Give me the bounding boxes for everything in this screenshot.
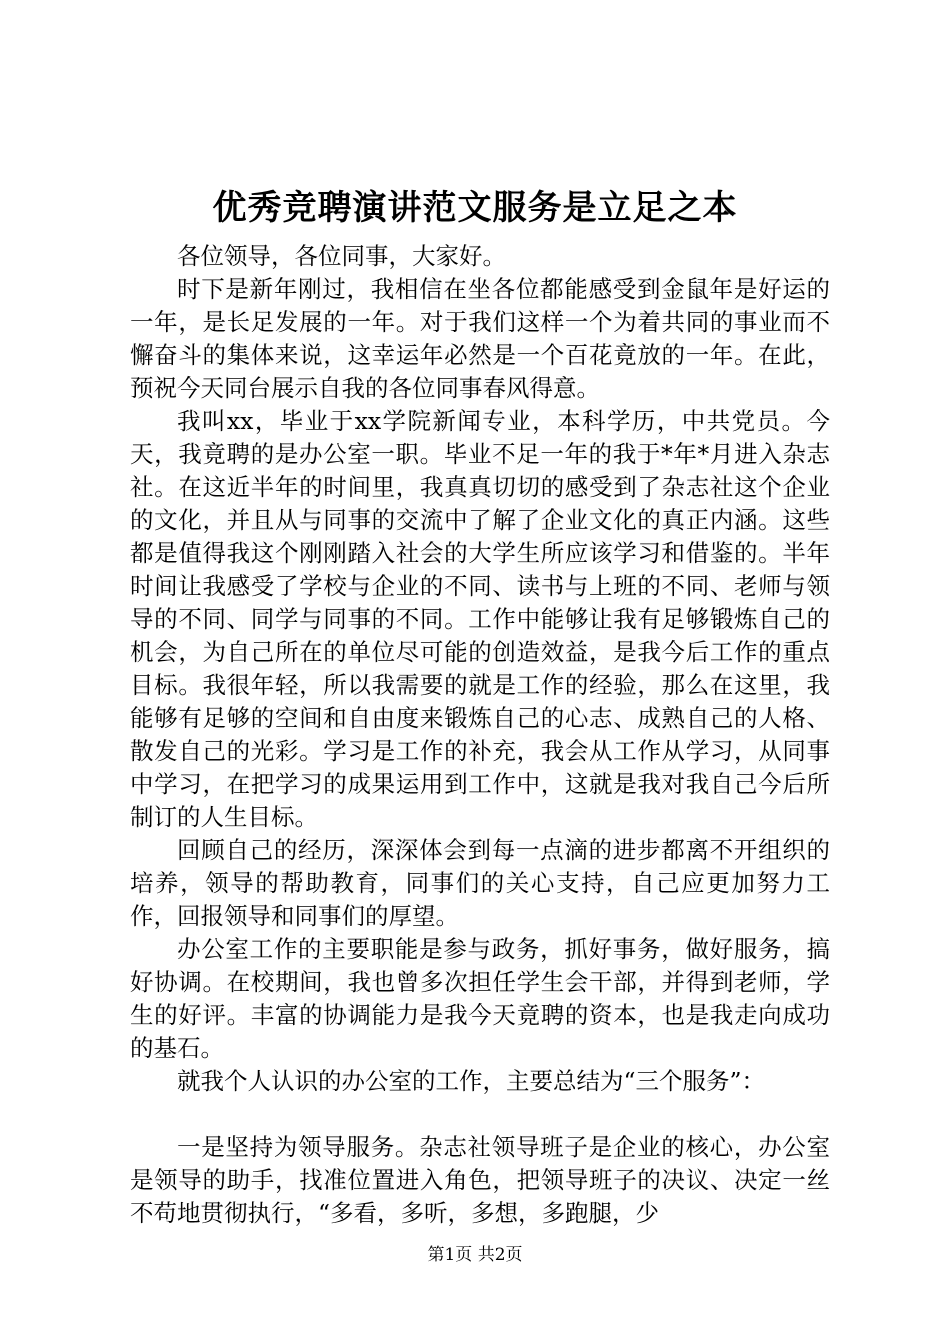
paragraph-office-duties: 办公室工作的主要职能是参与政务，抓好事务，做好服务，搞好协调。在校期间，我也曾多次担任学生会干部，并得到老师，学生的好评。丰富的协调能力是我今天竟聘的资本，也是我走向成功的基石。 [130, 935, 830, 1062]
document-body [130, 240, 830, 1230]
paragraph-three-services-intro: 就我个人认识的办公室的工作，主要总结为“三个服务”： [177, 1067, 766, 1095]
paragraph-review: 回顾自己的经历，深深体会到每一点滴的进步都离不开组织的培养，领导的帮助教育，同事们的关心支持，自己应更加努力工作，回报领导和同事们的厚望。 [130, 836, 830, 930]
paragraph-self-introduction: 我叫xx，毕业于xx学院新闻专业，本科学历，中共党员。今天，我竟聘的是办公室一职。毕业不足一年的我于*年*月进入杂志社。在这近半年的时间里，我真真切切的感受到了杂志社这个企业的文化，并且从与同事的交流中了解了企业文化的真正内涵。这些都是值得我这个刚刚踏入社会的大学生所应该学习和借鉴的。半年时间让我感受了学校与企业的不同、读书与上班的不同、老师与领导的不同、同学与同事的不同。工作中能够让我有足够锻炼自己的机会，为自己所在的单位尽可能的创造效益，是我今后工作的重点目标。我很年轻，所以我需要的就是工作的经验，那么在这里，我能够有足够的空间和自由度来锻炼自己的心志、成熟自己的人格、散发自己的光彩。学习是工作的补充，我会从工作从学习，从同事中学习，在把学习的成果运用到工作中，这就是我对我自己今后所制订的人生目标。 [130, 407, 830, 831]
paragraph-serve-leaders: 一是坚持为领导服务。杂志社领导班子是企业的核心，办公室是领导的助手，找准位置进入角色，把领导班子的决议、决定一丝不苟地贯彻执行，“多看，多听，多想，多跑腿，少 [130, 1133, 830, 1227]
page-number-footer: 第1页 共2页 [427, 1245, 523, 1265]
document-title: 优秀竞聘演讲范文服务是立足之本 [212, 188, 738, 228]
paragraph-new-year: 时下是新年刚过，我相信在坐各位都能感受到金鼠年是好运的一年，是长足发展的一年。对于我们这样一个为着共同的事业而不懈奋斗的集体来说，这幸运年必然是一个百花竟放的一年。在此，预祝今天同台展示自我的各位同事春风得意。 [130, 275, 830, 402]
paragraph-greeting: 各位领导，各位同事，大家好。 [177, 242, 506, 270]
